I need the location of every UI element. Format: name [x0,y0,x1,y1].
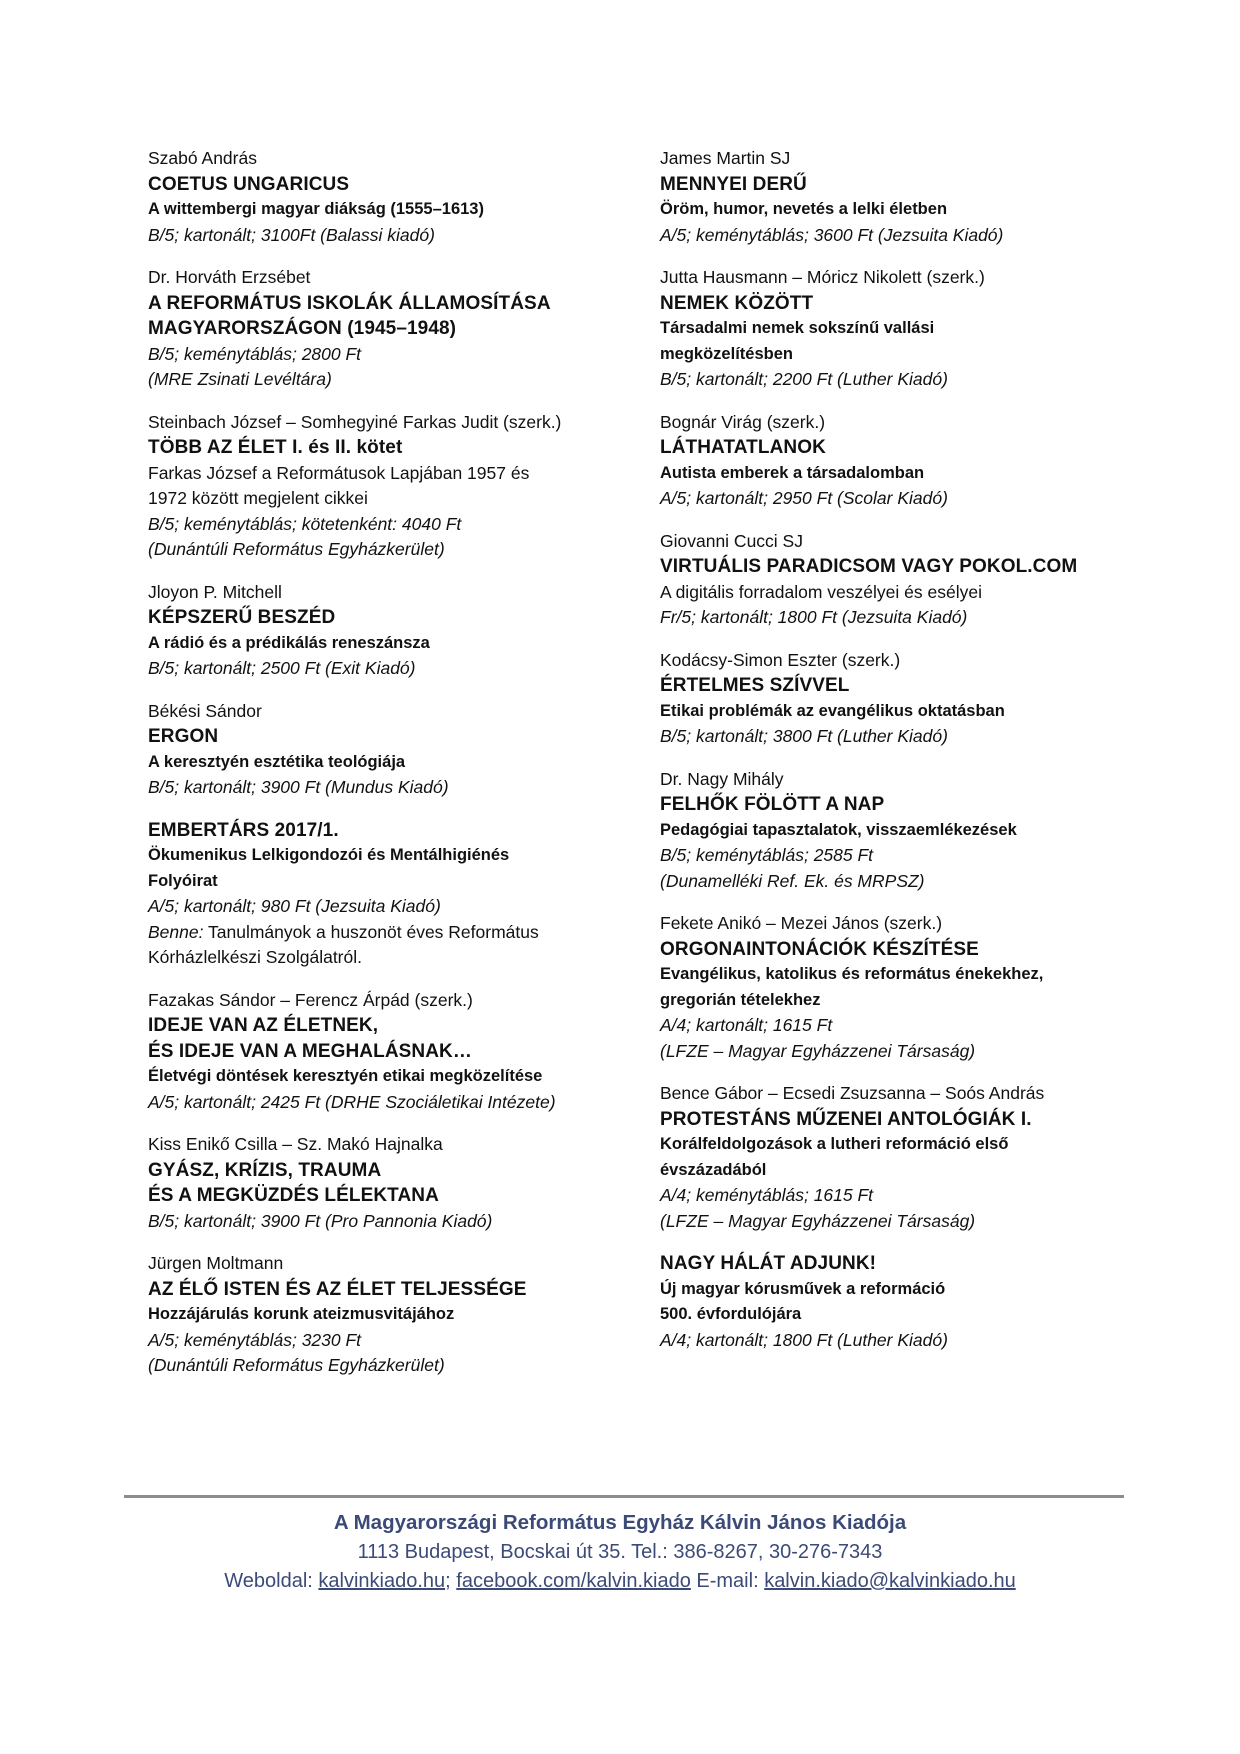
book-subtitle: A wittembergi magyar diákság (1555–1613) [148,200,484,218]
book-description: 1972 között megjelent cikkei [148,488,368,508]
book-title: ÉS A MEGKÜZDÉS LÉLEKTANA [148,1185,439,1206]
book-details: B/5; kartonált; 3800 Ft (Luther Kiadó) [660,726,948,746]
book-note [148,920,608,946]
book-details: A/5; kartonált; 980 Ft (Jezsuita Kiadó) [148,896,441,916]
book-author: Dr. Horváth Erzsébet [148,267,311,287]
publisher-footer [0,1508,1240,1596]
book-subtitle: Pedagógiai tapasztalatok, visszaemlékezések [660,820,1017,839]
book-author: Steinbach József – Somhegyiné Farkas Judit (szerk.) [148,411,562,432]
book-entry [660,529,1120,631]
book-details: B/5; keménytáblás; kötetenként: 4040 Ft [148,513,462,534]
book-title: COETUS UNGARICUS [148,173,350,195]
book-title: ERGON [148,726,219,747]
book-author: Giovanni Cucci SJ [660,530,803,551]
book-title: MAGYARORSZÁGON (1945–1948) [148,318,457,339]
book-author: Kiss Enikő Csilla – Sz. Makó Hajnalka [148,1134,443,1154]
book-title: ÉS IDEJE VAN A MEGHALÁSNAK… [148,1040,472,1062]
book-details: (MRE Zsinati Levéltára) [148,369,332,389]
book-author: Kodácsy-Simon Eszter (szerk.) [660,649,901,670]
book-subtitle: Társadalmi nemek sokszínű vallási [660,319,935,337]
book-entry [148,410,608,563]
publisher-address: 1113 Budapest, Bocskai út 35. Tel.: 386-8267, 30-276-7343 [357,1541,883,1563]
website-label: Weboldal: [224,1570,319,1592]
book-details: A/4; kartonált; 1615 Ft [660,1015,833,1035]
book-entry [148,988,608,1116]
book-entry [148,265,608,393]
book-entry [660,767,1120,895]
book-author: James Martin SJ [660,148,791,168]
book-author: Jutta Hausmann – Móricz Nikolett (szerk.) [660,267,985,287]
book-subtitle: Új magyar kórusművek a reformáció [660,1279,946,1298]
book-title: PROTESTÁNS MŰZENEI ANTOLÓGIÁK I. [660,1108,1032,1130]
book-title: TÖBB AZ ÉLET I. és II. kötet [148,437,403,458]
book-details: Fr/5; kartonált; 1800 Ft (Jezsuita Kiadó) [660,607,968,627]
website-link[interactable]: kalvinkiado.hu [318,1570,446,1592]
book-subtitle: évszázadából [660,1160,767,1179]
book-subtitle: Hozzájárulás korunk ateizmusvitájához [148,1305,455,1323]
book-details: B/5; kartonált; 2200 Ft (Luther Kiadó) [660,369,948,389]
book-entry [660,410,1120,512]
publisher-name: A Magyarországi Református Egyház Kálvin János Kiadója [333,1511,907,1534]
book-title: AZ ÉLŐ ISTEN ÉS AZ ÉLET TELJESSÉGE [148,1278,527,1300]
book-entry [148,818,608,971]
book-title: FELHŐK FÖLÖTT A NAP [660,794,885,815]
book-entry [148,580,608,682]
book-entry [660,1081,1120,1234]
book-title: KÉPSZERŰ BESZÉD [148,607,336,628]
book-description: A digitális forradalom veszélyei és esélyei [660,581,982,602]
book-title: VIRTUÁLIS PARADICSOM VAGY POKOL.COM [660,556,1078,577]
book-details: B/5; keménytáblás; 2800 Ft [148,343,362,364]
book-title: EMBERTÁRS 2017/1. [148,819,339,841]
book-author: Fazakas Sándor – Ferencz Árpád (szerk.) [148,989,473,1010]
book-subtitle: Korálfeldolgozások a lutheri reformáció első [660,1135,1009,1153]
book-entry [660,146,1120,248]
book-details: A/5; kartonált; 2950 Ft (Scolar Kiadó) [660,488,948,508]
book-subtitle: Etikai problémák az evangélikus oktatásban [660,701,1005,720]
book-entry [660,648,1120,750]
book-subtitle: Ökumenikus Lelkigondozói és Mentálhigiénés [148,846,510,864]
book-title: A REFORMÁTUS ISKOLÁK ÁLLAMOSÍTÁSA [148,292,551,314]
book-subtitle: megközelítésben [660,344,793,363]
book-title: ORGONAINTONÁCIÓK KÉSZÍTÉSE [660,938,979,960]
left-column [148,146,608,1396]
book-subtitle: Evangélikus, katolikus és református énekekhez, [660,965,1044,983]
book-title: ÉRTELMES SZÍVVEL [660,675,850,696]
book-subtitle: Folyóirat [148,871,218,890]
book-entry [660,265,1120,393]
book-entry [660,911,1120,1064]
publisher-contacts [0,1567,1240,1596]
book-details: A/5; keménytáblás; 3230 Ft [148,1329,362,1350]
book-subtitle: 500. évfordulójára [660,1305,802,1323]
book-author: Dr. Nagy Mihály [660,768,784,789]
book-details: B/5; kartonált; 3900 Ft (Mundus Kiadó) [148,777,449,797]
email-link[interactable]: kalvin.kiado@kalvinkiado.hu [764,1570,1016,1592]
book-author: Bognár Virág (szerk.) [660,411,826,432]
footer-divider [124,1495,1124,1498]
book-details: A/4; kartonált; 1800 Ft (Luther Kiadó) [660,1329,948,1350]
book-entry [148,146,608,248]
note-text: Tanulmányok a huszonöt éves Református [203,921,539,942]
book-author: Jloyon P. Mitchell [148,581,282,602]
book-author: Fekete Anikó – Mezei János (szerk.) [660,913,943,933]
book-subtitle: Öröm, humor, nevetés a lelki életben [660,200,948,218]
book-details: (Dunántúli Református Egyházkerület) [148,1355,445,1375]
book-details: B/5; kartonált; 2500 Ft (Exit Kiadó) [148,658,416,678]
contact-separator: ; [445,1570,457,1592]
book-title: LÁTHATATLANOK [660,437,826,458]
book-details: A/4; keménytáblás; 1615 Ft [660,1185,874,1205]
book-subtitle: A rádió és a prédikálás reneszánsza [148,633,430,652]
book-entry [148,1132,608,1234]
book-details: (LFZE – Magyar Egyházzenei Társaság) [660,1040,976,1061]
book-title: MENNYEI DERŰ [660,173,807,195]
book-details: B/5; keménytáblás; 2585 Ft [660,845,874,865]
book-title: IDEJE VAN AZ ÉLETNEK, [148,1015,379,1036]
book-details: A/5; kartonált; 2425 Ft (DRHE Szociáletikai Intézete) [148,1091,556,1112]
book-title: NEMEK KÖZÖTT [660,292,814,314]
book-details: (Dunántúli Református Egyházkerület) [148,539,445,559]
book-author: Békési Sándor [148,700,262,721]
email-label: E-mail: [690,1570,765,1592]
book-entry [660,1251,1120,1353]
note-text: Kórházlelkészi Szolgálatról. [148,947,362,967]
right-column [660,146,1120,1370]
book-details: B/5; kartonált; 3900 Ft (Pro Pannonia Kiadó) [148,1210,493,1231]
book-details: (LFZE – Magyar Egyházzenei Társaság) [660,1210,976,1231]
book-title: GYÁSZ, KRÍZIS, TRAUMA [148,1159,382,1181]
book-author: Szabó András [148,148,257,168]
note-label: Benne: [148,921,204,942]
book-subtitle: gregorián tételekhez [660,990,821,1009]
book-subtitle: A keresztyén esztétika teológiája [148,752,406,771]
book-entry [148,699,608,801]
book-subtitle: Autista emberek a társadalomban [660,463,925,482]
book-note [148,945,608,971]
book-description: Farkas József a Reformátusok Lapjában 1957 és [148,462,530,483]
book-details: (Dunamelléki Ref. Ek. és MRPSZ) [660,870,925,891]
book-title: NAGY HÁLÁT ADJUNK! [660,1253,877,1274]
facebook-link[interactable]: facebook.com/kalvin.kiado [456,1570,691,1592]
book-details: B/5; kartonált; 3100Ft (Balassi kiadó) [148,224,435,245]
book-details: A/5; keménytáblás; 3600 Ft (Jezsuita Kiadó) [660,224,1004,245]
book-entry [148,1251,608,1379]
book-author: Jürgen Moltmann [148,1253,284,1273]
book-subtitle: Életvégi döntések keresztyén etikai megközelítése [148,1067,543,1085]
book-author: Bence Gábor – Ecsedi Zsuzsanna – Soós András [660,1083,1045,1103]
